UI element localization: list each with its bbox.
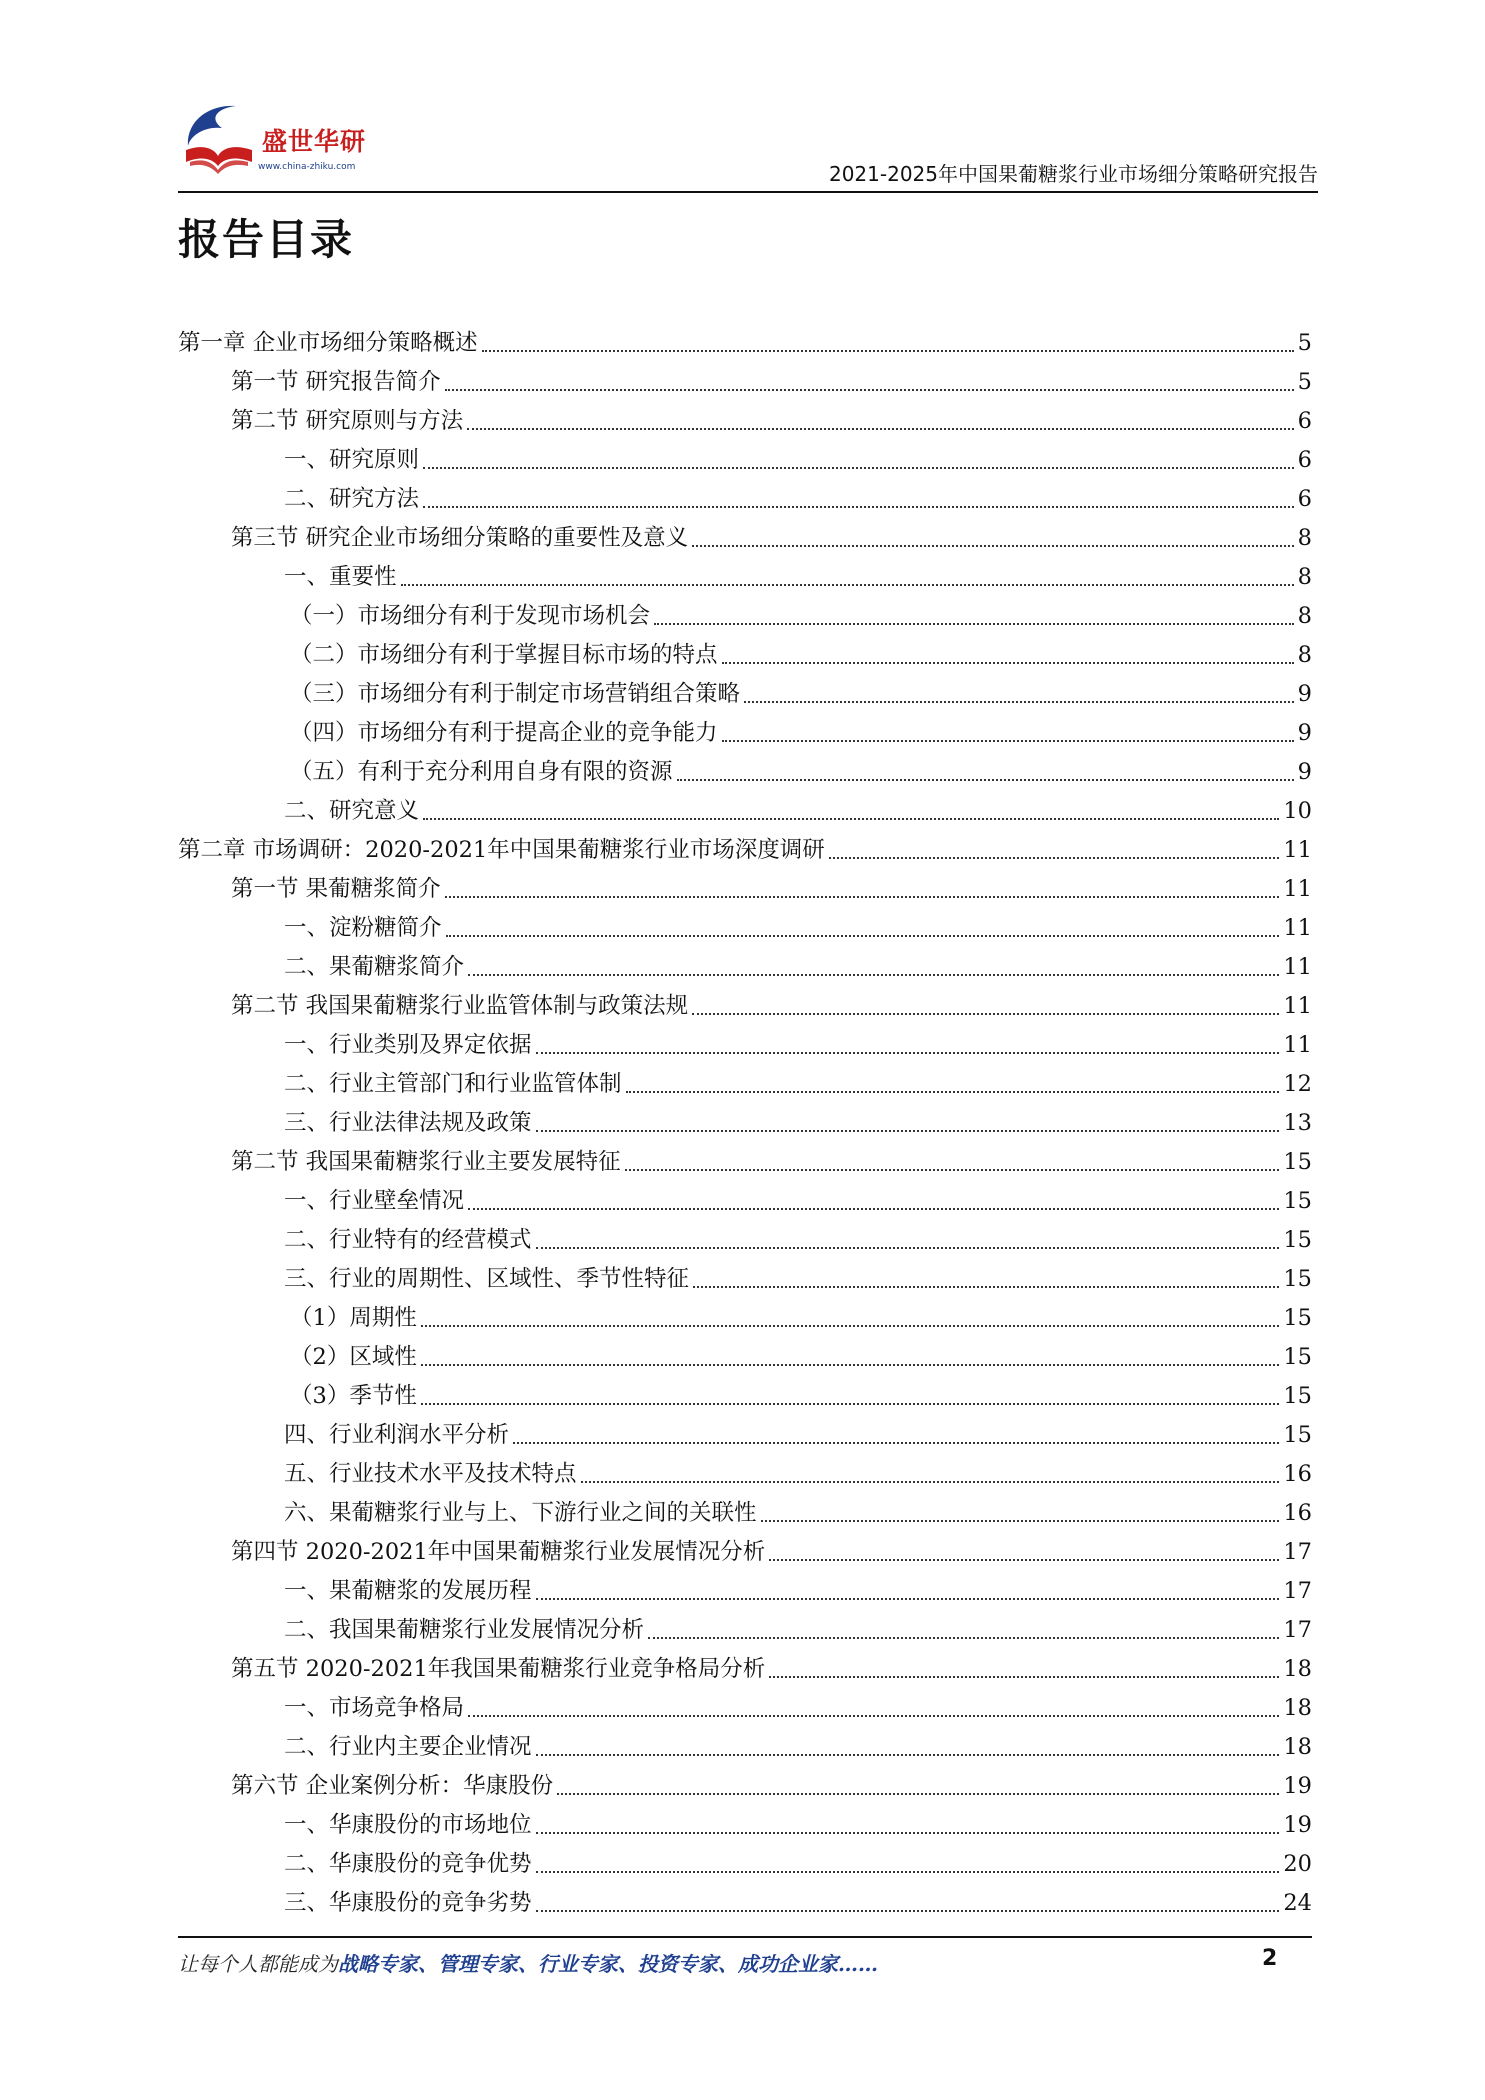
- toc-entry[interactable]: [178, 1806, 1312, 1845]
- toc-dot-leader: [536, 1130, 1280, 1132]
- toc-dot-leader: [423, 506, 1294, 508]
- toc-entry-page: 19: [1283, 1773, 1312, 1799]
- header-divider: [178, 191, 1318, 193]
- toc-entry[interactable]: [178, 480, 1312, 519]
- toc-entry-title: （2）区域性: [290, 1344, 417, 1370]
- document-title: 2021-2025年中国果葡糖浆行业市场细分策略研究报告: [828, 162, 1318, 186]
- toc-entry-title: 二、果葡糖浆简介: [284, 954, 465, 980]
- toc-entry[interactable]: [178, 753, 1312, 792]
- toc-entry-page: 5: [1297, 330, 1312, 356]
- toc-entry-title: 第三节 研究企业市场细分策略的重要性及意义: [231, 525, 689, 551]
- toc-entry-page: 19: [1283, 1812, 1312, 1838]
- toc-entry-title: 一、淀粉糖简介: [284, 915, 442, 941]
- toc-entry[interactable]: [178, 1260, 1312, 1299]
- toc-entry-title: 一、市场竞争格局: [284, 1695, 465, 1721]
- toc-entry-title: （五）有利于充分利用自身有限的资源: [290, 759, 673, 785]
- toc-entry-page: 16: [1283, 1500, 1312, 1526]
- toc-dot-leader: [401, 584, 1294, 586]
- toc-entry[interactable]: [178, 1338, 1312, 1377]
- toc-entry[interactable]: [178, 1845, 1312, 1884]
- toc-dot-leader: [722, 740, 1294, 742]
- toc-dot-leader: [557, 1793, 1279, 1795]
- toc-entry-title: （1）周期性: [290, 1305, 417, 1331]
- toc-dot-leader: [513, 1442, 1279, 1444]
- toc-entry-page: 17: [1283, 1539, 1312, 1565]
- toc-entry[interactable]: [178, 987, 1312, 1026]
- toc-entry-page: 15: [1283, 1188, 1312, 1214]
- footer-divider: [178, 1936, 1312, 1938]
- toc-entry-title: 一、重要性: [284, 564, 397, 590]
- toc-entry[interactable]: [178, 1104, 1312, 1143]
- toc-entry-page: 8: [1297, 525, 1312, 551]
- toc-entry-title: 三、华康股份的竞争劣势: [284, 1890, 532, 1916]
- toc-entry-title: 四、行业利润水平分析: [284, 1422, 510, 1448]
- toc-dot-leader: [468, 1208, 1279, 1210]
- toc-entry-page: 12: [1283, 1071, 1312, 1097]
- slogan-prefix: 让每个人都能成为: [178, 1952, 338, 1976]
- toc-dot-leader: [692, 545, 1294, 547]
- toc-entry-page: 8: [1297, 603, 1312, 629]
- toc-entry[interactable]: [178, 1494, 1312, 1533]
- toc-entry[interactable]: [178, 1767, 1312, 1806]
- toc-entry-title: （四）市场细分有利于提高企业的竞争能力: [290, 720, 718, 746]
- toc-dot-leader: [693, 1286, 1279, 1288]
- toc-entry-page: 15: [1283, 1422, 1312, 1448]
- toc-dot-leader: [445, 389, 1294, 391]
- toc-entry-page: 11: [1283, 993, 1312, 1019]
- toc-entry[interactable]: [178, 1377, 1312, 1416]
- toc-entry-page: 6: [1297, 486, 1312, 512]
- toc-entry-page: 17: [1283, 1578, 1312, 1604]
- toc-entry[interactable]: [178, 714, 1312, 753]
- toc-entry[interactable]: [178, 1611, 1312, 1650]
- toc-entry-page: 15: [1283, 1149, 1312, 1175]
- toc-entry-title: 一、华康股份的市场地位: [284, 1812, 532, 1838]
- toc-entry-title: 第一章 企业市场细分策略概述: [178, 330, 478, 356]
- toc-entry-title: 三、行业的周期性、区域性、季节性特征: [284, 1266, 690, 1292]
- toc-entry-title: 二、华康股份的竞争优势: [284, 1851, 532, 1877]
- toc-entry-page: 18: [1283, 1656, 1312, 1682]
- toc-dot-leader: [536, 1247, 1280, 1249]
- toc-entry[interactable]: [178, 558, 1312, 597]
- toc-dot-leader: [626, 1091, 1280, 1093]
- toc-dot-leader: [421, 1364, 1280, 1366]
- toc-dot-leader: [423, 467, 1294, 469]
- toc-dot-leader: [722, 662, 1294, 664]
- toc-entry[interactable]: [178, 1065, 1312, 1104]
- toc-entry[interactable]: [178, 1221, 1312, 1260]
- company-logo: [178, 100, 393, 182]
- toc-entry[interactable]: [178, 1182, 1312, 1221]
- toc-entry-title: 第二节 研究原则与方法: [231, 408, 464, 434]
- toc-entry-page: 11: [1283, 1032, 1312, 1058]
- toc-entry[interactable]: [178, 324, 1312, 363]
- toc-dot-leader: [536, 1910, 1280, 1912]
- toc-entry-title: 五、行业技术水平及技术特点: [284, 1461, 577, 1487]
- toc-entry-title: （三）市场细分有利于制定市场营销组合策略: [290, 681, 741, 707]
- toc-entry-page: 11: [1283, 954, 1312, 980]
- toc-entry-page: 5: [1297, 369, 1312, 395]
- toc-dot-leader: [482, 350, 1294, 352]
- toc-entry-title: 第二节 我国果葡糖浆行业主要发展特征: [231, 1149, 621, 1175]
- toc-dot-leader: [468, 1715, 1279, 1717]
- page-header: [178, 100, 1318, 195]
- toc-dot-leader: [536, 1832, 1280, 1834]
- toc-entry-title: 六、果葡糖浆行业与上、下游行业之间的关联性: [284, 1500, 757, 1526]
- toc-entry-page: 24: [1283, 1890, 1312, 1916]
- toc-dot-leader: [648, 1637, 1279, 1639]
- toc-dot-leader: [654, 623, 1294, 625]
- logo-book-icon: [178, 100, 258, 182]
- toc-entry-title: 一、行业壁垒情况: [284, 1188, 465, 1214]
- toc-entry[interactable]: [178, 363, 1312, 402]
- toc-entry-page: 8: [1297, 564, 1312, 590]
- toc-entry[interactable]: [178, 1689, 1312, 1728]
- toc-entry-page: 6: [1297, 447, 1312, 473]
- toc-entry-title: 二、研究意义: [284, 798, 420, 824]
- toc-entry-title: （一）市场细分有利于发现市场机会: [290, 603, 651, 629]
- toc-dot-leader: [536, 1871, 1280, 1873]
- toc-entry[interactable]: [178, 1533, 1312, 1572]
- toc-entry-page: 8: [1297, 642, 1312, 668]
- toc-dot-leader: [421, 1403, 1280, 1405]
- toc-entry-page: 15: [1283, 1227, 1312, 1253]
- logo-text: 盛世华研: [262, 127, 367, 156]
- toc-entry[interactable]: [178, 1299, 1312, 1338]
- toc-entry-page: 15: [1283, 1305, 1312, 1331]
- toc-entry-page: 6: [1297, 408, 1312, 434]
- toc-entry-title: 二、研究方法: [284, 486, 420, 512]
- toc-entry[interactable]: [178, 948, 1312, 987]
- toc-entry-page: 11: [1283, 837, 1312, 863]
- toc-entry[interactable]: [178, 909, 1312, 948]
- toc-entry[interactable]: [178, 441, 1312, 480]
- toc-entry-title: 三、行业法律法规及政策: [284, 1110, 532, 1136]
- toc-entry[interactable]: [178, 831, 1312, 870]
- toc-entry[interactable]: [178, 1143, 1312, 1182]
- toc-dot-leader: [677, 779, 1294, 781]
- toc-entry[interactable]: [178, 675, 1312, 714]
- toc-entry-page: 11: [1283, 876, 1312, 902]
- toc-entry[interactable]: [178, 402, 1312, 441]
- toc-entry-title: 一、果葡糖浆的发展历程: [284, 1578, 532, 1604]
- toc-entry[interactable]: [178, 1728, 1312, 1767]
- toc-entry-page: 15: [1283, 1266, 1312, 1292]
- toc-dot-leader: [468, 974, 1279, 976]
- toc-entry[interactable]: [178, 1416, 1312, 1455]
- toc-dot-leader: [446, 935, 1280, 937]
- toc-entry[interactable]: [178, 636, 1312, 675]
- toc-dot-leader: [536, 1598, 1280, 1600]
- toc-entry-page: 9: [1297, 681, 1312, 707]
- toc-entry-title: 二、我国果葡糖浆行业发展情况分析: [284, 1617, 645, 1643]
- toc-dot-leader: [536, 1052, 1280, 1054]
- toc-entry-title: 第五节 2020-2021年我国果葡糖浆行业竞争格局分析: [231, 1656, 766, 1682]
- toc-entry-title: （3）季节性: [290, 1383, 417, 1409]
- toc-entry[interactable]: [178, 1026, 1312, 1065]
- slogan-emphasis: 战略专家、管理专家、行业专家、投资专家、成功企业家……: [338, 1952, 878, 1976]
- toc-dot-leader: [829, 857, 1280, 859]
- toc-entry-title: 第一节 研究报告简介: [231, 369, 441, 395]
- toc-entry[interactable]: [178, 597, 1312, 636]
- toc-dot-leader: [761, 1520, 1280, 1522]
- toc-entry[interactable]: [178, 870, 1312, 909]
- toc-entry-page: 20: [1283, 1851, 1312, 1877]
- toc-entry-title: 一、行业类别及界定依据: [284, 1032, 532, 1058]
- toc-dot-leader: [445, 896, 1280, 898]
- toc-dot-leader: [423, 818, 1279, 820]
- toc-entry-page: 16: [1283, 1461, 1312, 1487]
- toc-entry-page: 13: [1283, 1110, 1312, 1136]
- table-of-contents: [178, 324, 1312, 1923]
- toc-entry-page: 17: [1283, 1617, 1312, 1643]
- toc-entry-title: 二、行业主管部门和行业监管体制: [284, 1071, 622, 1097]
- toc-dot-leader: [421, 1325, 1280, 1327]
- toc-entry-title: 第六节 企业案例分析：华康股份: [231, 1773, 554, 1799]
- toc-entry[interactable]: [178, 1455, 1312, 1494]
- page-title: 报告目录: [178, 215, 355, 264]
- toc-dot-leader: [769, 1559, 1279, 1561]
- toc-dot-leader: [536, 1754, 1280, 1756]
- toc-dot-leader: [744, 701, 1294, 703]
- toc-entry-title: 第二节 我国果葡糖浆行业监管体制与政策法规: [231, 993, 689, 1019]
- logo-url: www.china-zhiku.com: [258, 162, 356, 172]
- toc-entry[interactable]: [178, 519, 1312, 558]
- toc-entry-page: 9: [1297, 720, 1312, 746]
- toc-dot-leader: [581, 1481, 1280, 1483]
- toc-entry-page: 9: [1297, 759, 1312, 785]
- toc-entry-page: 18: [1283, 1695, 1312, 1721]
- toc-entry[interactable]: [178, 1884, 1312, 1923]
- toc-entry[interactable]: [178, 1572, 1312, 1611]
- toc-entry-title: 二、行业特有的经营模式: [284, 1227, 532, 1253]
- footer-slogan: [178, 1948, 878, 1977]
- toc-entry-page: 18: [1283, 1734, 1312, 1760]
- toc-dot-leader: [467, 428, 1294, 430]
- toc-entry[interactable]: [178, 792, 1312, 831]
- toc-entry-page: 10: [1283, 798, 1312, 824]
- toc-entry[interactable]: [178, 1650, 1312, 1689]
- toc-entry-title: 二、行业内主要企业情况: [284, 1734, 532, 1760]
- toc-dot-leader: [625, 1169, 1280, 1171]
- toc-entry-page: 15: [1283, 1344, 1312, 1370]
- toc-entry-title: 第二章 市场调研：2020-2021年中国果葡糖浆行业市场深度调研: [178, 837, 825, 863]
- page-number: 2: [1262, 1946, 1278, 1971]
- toc-entry-title: （二）市场细分有利于掌握目标市场的特点: [290, 642, 718, 668]
- toc-entry-page: 15: [1283, 1383, 1312, 1409]
- toc-entry-title: 第四节 2020-2021年中国果葡糖浆行业发展情况分析: [231, 1539, 766, 1565]
- toc-dot-leader: [692, 1013, 1279, 1015]
- toc-dot-leader: [769, 1676, 1279, 1678]
- toc-entry-title: 一、研究原则: [284, 447, 420, 473]
- toc-entry-page: 11: [1283, 915, 1312, 941]
- toc-entry-title: 第一节 果葡糖浆简介: [231, 876, 441, 902]
